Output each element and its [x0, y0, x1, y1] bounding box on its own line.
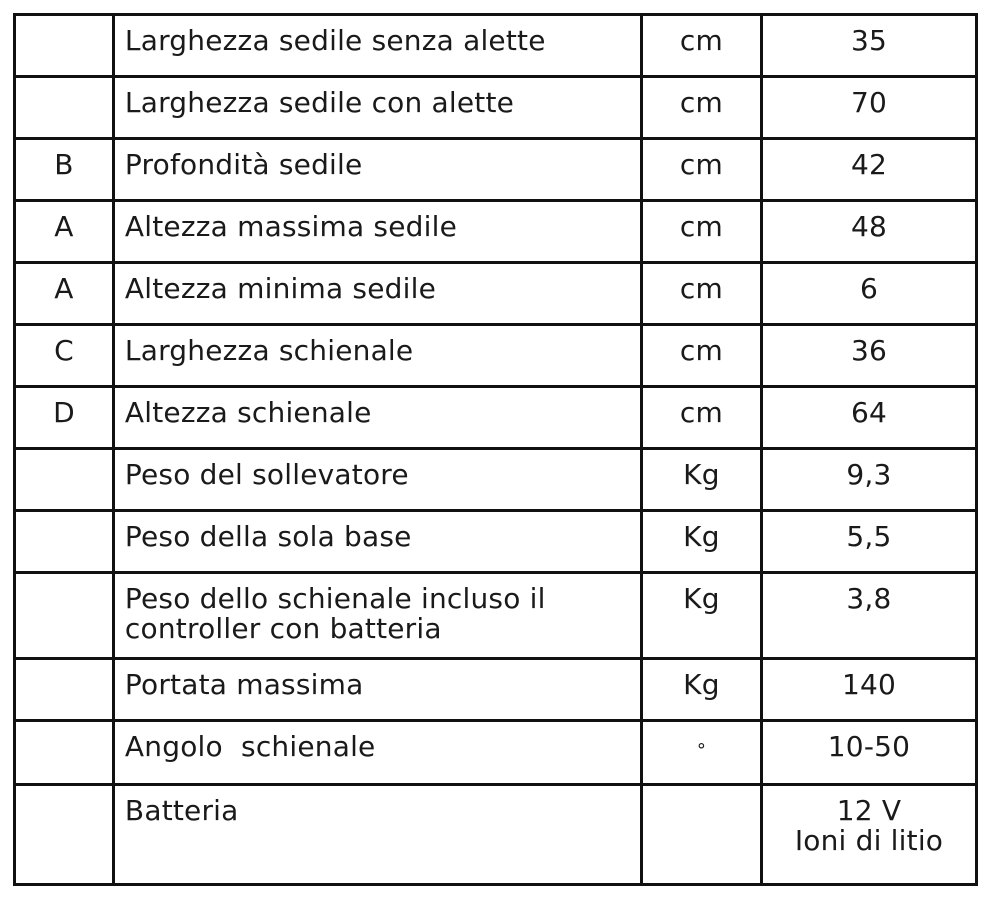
row-value: 48	[850, 210, 887, 243]
specifications-table	[13, 13, 978, 886]
row-description: Batteria	[124, 794, 239, 827]
row-value: 64	[850, 396, 887, 429]
row-unit-cell	[641, 449, 761, 511]
row-description: Portata massima	[124, 668, 364, 701]
table-row	[15, 77, 977, 139]
row-code	[16, 660, 112, 670]
row-code-cell	[15, 387, 114, 449]
row-value: 10-50	[827, 730, 911, 763]
row-value: 42	[850, 148, 887, 181]
row-value-cell	[761, 139, 976, 201]
row-value-cell	[761, 77, 976, 139]
row-unit-cell	[641, 15, 761, 77]
row-value-cell	[761, 659, 976, 721]
row-description-cell	[113, 721, 641, 785]
row-unit: cm	[679, 396, 723, 429]
row-code	[16, 722, 112, 732]
row-code	[16, 78, 112, 88]
row-description-cell	[113, 511, 641, 573]
row-value: 3,8	[846, 582, 892, 615]
row-value: 36	[850, 334, 887, 367]
row-unit-cell	[641, 785, 761, 885]
row-description-cell	[113, 15, 641, 77]
row-unit-cell	[641, 659, 761, 721]
table-row	[15, 511, 977, 573]
row-code-cell	[15, 449, 114, 511]
table-row	[15, 785, 977, 885]
row-description-line-2: controller con batteria	[124, 612, 442, 645]
row-unit	[643, 786, 760, 796]
row-unit: cm	[679, 334, 723, 367]
table-row	[15, 659, 977, 721]
row-unit: Kg	[683, 668, 720, 701]
row-code	[16, 786, 112, 796]
row-value-line-2: Ioni di litio	[794, 824, 944, 857]
table-row	[15, 573, 977, 659]
row-code: C	[54, 334, 74, 367]
row-unit-cell	[641, 387, 761, 449]
row-value: 6	[859, 272, 878, 305]
row-description-cell	[113, 201, 641, 263]
row-description: Larghezza schienale	[124, 334, 414, 367]
row-code-cell	[15, 77, 114, 139]
row-description: Altezza schienale	[124, 396, 372, 429]
row-unit: cm	[679, 148, 723, 181]
row-unit-cell	[641, 511, 761, 573]
row-value-cell	[761, 263, 976, 325]
row-unit: Kg	[683, 520, 720, 553]
row-value-cell	[761, 573, 976, 659]
row-description-cell	[113, 573, 641, 659]
table-row	[15, 139, 977, 201]
row-description-cell	[113, 325, 641, 387]
row-code-cell	[15, 139, 114, 201]
row-code-cell	[15, 201, 114, 263]
row-value-line-1: 12 V	[836, 794, 902, 827]
row-unit-cell	[641, 721, 761, 785]
row-description-cell	[113, 263, 641, 325]
row-description: Altezza minima sedile	[124, 272, 437, 305]
row-value-cell	[761, 325, 976, 387]
row-description: Profondità sedile	[124, 148, 363, 181]
row-value-cell	[761, 387, 976, 449]
row-description: Angolo schienale	[124, 730, 376, 763]
row-unit-cell	[641, 201, 761, 263]
row-value: 70	[850, 86, 887, 119]
row-description: Larghezza sedile senza alette	[124, 24, 546, 57]
table-row	[15, 387, 977, 449]
row-unit: cm	[679, 272, 723, 305]
row-code-cell	[15, 721, 114, 785]
row-value-cell	[761, 721, 976, 785]
row-description-cell	[113, 449, 641, 511]
row-value: 35	[850, 24, 887, 57]
row-unit: cm	[679, 86, 723, 119]
row-description: Peso della sola base	[124, 520, 412, 553]
row-unit-cell	[641, 325, 761, 387]
row-description-cell	[113, 77, 641, 139]
row-value: 140	[841, 668, 896, 701]
row-description: Peso del sollevatore	[124, 458, 409, 491]
row-unit	[643, 722, 760, 762]
row-unit-cell	[641, 263, 761, 325]
row-unit: Kg	[683, 458, 720, 491]
row-description: Larghezza sedile con alette	[124, 86, 515, 119]
row-code-cell	[15, 15, 114, 77]
row-description-cell	[113, 659, 641, 721]
row-description-cell	[113, 139, 641, 201]
row-description-line-1: Peso dello schienale incluso il	[124, 582, 546, 615]
row-code-cell	[15, 325, 114, 387]
table-row	[15, 325, 977, 387]
row-code: A	[54, 210, 74, 243]
row-code	[16, 450, 112, 460]
row-unit: cm	[679, 24, 723, 57]
table-row	[15, 15, 977, 77]
row-unit: Kg	[683, 582, 720, 615]
row-code	[16, 16, 112, 26]
row-unit-cell	[641, 573, 761, 659]
row-value: 9,3	[846, 458, 892, 491]
row-value-cell	[761, 511, 976, 573]
row-description	[115, 574, 640, 644]
table-row	[15, 721, 977, 785]
row-value-cell	[761, 449, 976, 511]
row-description: Altezza massima sedile	[124, 210, 458, 243]
row-code-cell	[15, 659, 114, 721]
row-unit-cell	[641, 139, 761, 201]
row-value	[763, 786, 975, 856]
row-code	[16, 512, 112, 522]
row-code-cell	[15, 573, 114, 659]
row-value-cell	[761, 15, 976, 77]
row-code: A	[54, 272, 74, 305]
row-unit-cell	[641, 77, 761, 139]
row-value: 5,5	[846, 520, 892, 553]
row-value-cell	[761, 201, 976, 263]
row-value-cell	[761, 785, 976, 885]
row-code	[16, 574, 112, 584]
row-code-cell	[15, 263, 114, 325]
row-description-cell	[113, 785, 641, 885]
degree-symbol: °	[696, 740, 707, 761]
row-code-cell	[15, 785, 114, 885]
row-unit: cm	[679, 210, 723, 243]
row-code-cell	[15, 511, 114, 573]
row-description-cell	[113, 387, 641, 449]
table-row	[15, 263, 977, 325]
table-row	[15, 449, 977, 511]
row-code: B	[54, 148, 74, 181]
row-code: D	[53, 396, 75, 429]
table-row	[15, 201, 977, 263]
